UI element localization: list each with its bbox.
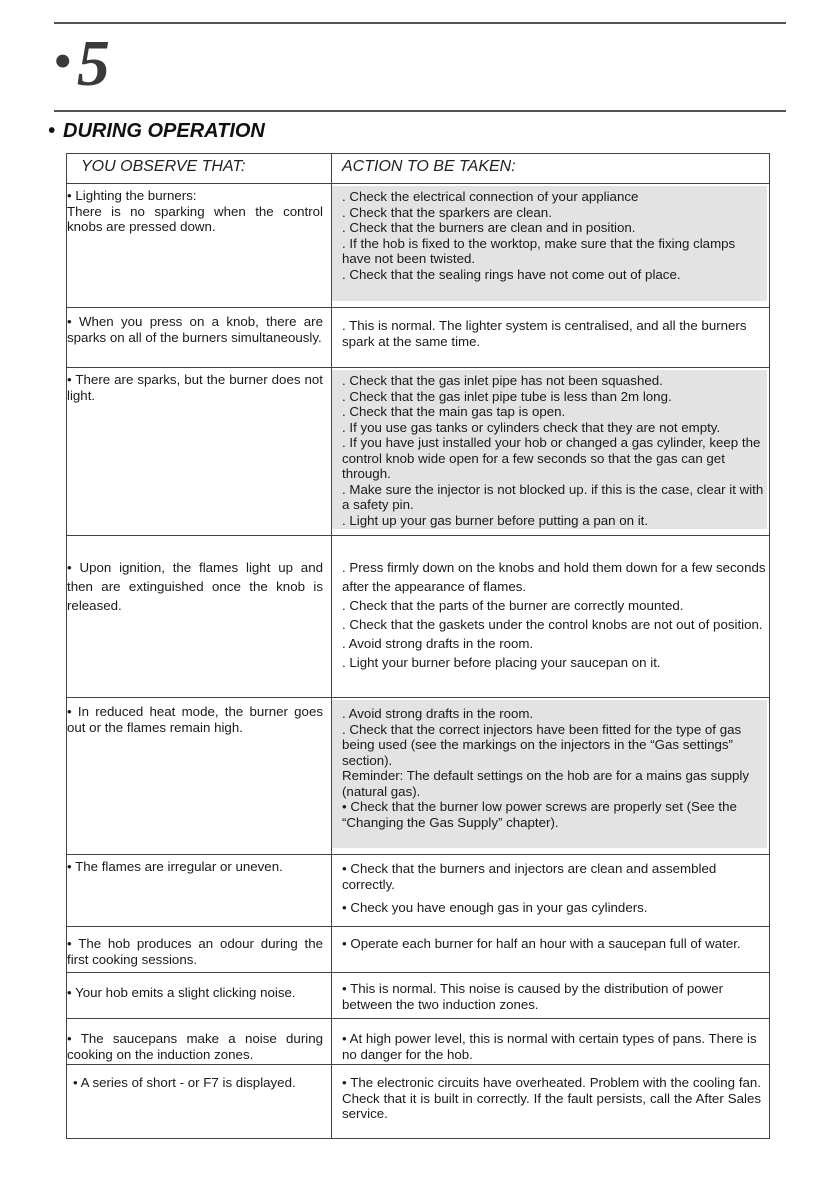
observe-cell (67, 368, 332, 535)
observe-cell (67, 1065, 332, 1138)
action-line: . Check that the burners are clean and in position. (342, 220, 636, 235)
observe-line: • Lighting the burners: (67, 188, 197, 203)
table-row (67, 1019, 769, 1065)
action-line: . If the hob is fixed to the worktop, make sure that the fixing clamps have not been twisted. (342, 235, 736, 266)
action-line: . Check that the main gas tap is open. (342, 404, 566, 419)
action-line: • Check that the burners and injectors are clean and assembled correctly. (342, 861, 717, 892)
action-line: . This is normal. The lighter system is centralised, and all the burners spark at the same time. (342, 318, 747, 349)
troubleshooting-table (66, 153, 770, 1139)
observe-cell (67, 973, 332, 1018)
action-line: . Check that the gaskets under the control knobs are not out of position. (342, 617, 763, 632)
observe-line: • The saucepans make a noise during cooking on the induction zones. (67, 1031, 323, 1062)
action-line: Reminder: The default settings on the hob are for a mains gas supply (natural gas). (342, 768, 750, 799)
action-line: . Check the electrical connection of your appliance (342, 189, 639, 204)
table-row (67, 855, 769, 927)
action-line: . Light up your gas burner before putting a pan on it. (342, 512, 649, 528)
chapter-number-text: 5 (76, 27, 110, 100)
table-row (67, 308, 769, 368)
action-line: . Check that the gas inlet pipe tube is less than 2m long. (342, 388, 672, 404)
action-line: • Check that the burner low power screws are properly set (See the “Changing the Gas Supply” chapter). (342, 799, 737, 830)
action-line: . Light your burner before placing your saucepan on it. (342, 655, 661, 670)
observe-line: • In reduced heat mode, the burner goes out or the flames remain high. (67, 704, 323, 735)
observe-cell (67, 698, 332, 854)
action-line: . Make sure the injector is not blocked up. if this is the case, clear it with a safety pin. (342, 481, 764, 512)
observe-line: • When you press on a knob, there are sparks on all of the burners simultaneously. (67, 314, 323, 345)
action-line: . If you use gas tanks or cylinders check that they are not empty. (342, 419, 721, 435)
observe-cell (67, 1019, 332, 1064)
action-cell (332, 370, 767, 529)
observe-line: • A series of short - or F7 is displayed. (73, 1075, 296, 1090)
table-row (67, 1065, 769, 1138)
action-cell (332, 855, 769, 926)
observe-line: • The hob produces an odour during the first cooking sessions. (67, 936, 323, 967)
observe-cell (67, 536, 332, 697)
action-line: . Check that the sparkers are clean. (342, 204, 552, 220)
chapter-number (54, 24, 110, 102)
table-row (67, 927, 769, 973)
table-row (67, 698, 769, 855)
action-cell (332, 700, 767, 848)
action-line: . Avoid strong drafts in the room. (342, 636, 534, 651)
top-rule (54, 22, 786, 24)
action-line: • The electronic circuits have overheated. Problem with the cooling fan. Check that it is built in correctly. If the fault persists, call the After Sales service. (342, 1075, 761, 1121)
table-header (67, 154, 769, 184)
section-bullet: • (48, 120, 56, 142)
action-cell (332, 186, 767, 301)
action-line: • Check you have enough gas in your gas cylinders. (342, 900, 648, 915)
action-line: . Check that the parts of the burner are correctly mounted. (342, 598, 684, 613)
observe-line: • The flames are irregular or uneven. (67, 859, 283, 874)
action-cell (332, 308, 769, 367)
section-title-text: DURING OPERATION (63, 120, 265, 142)
action-line: • Operate each burner for half an hour with a saucepan full of water. (342, 936, 741, 951)
action-line: . Avoid strong drafts in the room. (342, 706, 534, 721)
action-line: . Check that the gas inlet pipe has not been squashed. (342, 373, 663, 388)
observe-cell (67, 184, 332, 307)
section-title (48, 120, 265, 143)
action-line: . Press firmly down on the knobs and hold them down for a few seconds after the appearance of flames. (342, 560, 766, 594)
table-row (67, 184, 769, 308)
observe-line: There is no sparking when the control knobs are pressed down. (67, 203, 323, 234)
action-cell (332, 973, 769, 1018)
action-line: . If you have just installed your hob or changed a gas cylinder, keep the control knob wide open for a few seconds so that the gas can get through. (342, 435, 761, 481)
action-line: . Check that the correct injectors have been fitted for the type of gas being used (see the markings on the injectors in the “Gas settings” section). (342, 721, 742, 768)
action-cell (332, 1019, 769, 1064)
section-rule (54, 110, 786, 112)
observe-line: • There are sparks, but the burner does not light. (67, 372, 323, 403)
action-line: . Check that the sealing rings have not come out of place. (342, 266, 681, 282)
action-line: • This is normal. This noise is caused by the distribution of power between the two induction zones. (342, 981, 724, 1012)
observe-line: • Your hob emits a slight clicking noise. (67, 985, 296, 1000)
observe-cell (67, 927, 332, 972)
action-header: ACTION TO BE TAKEN: (342, 158, 516, 175)
table-row (67, 973, 769, 1019)
observe-line: • Upon ignition, the flames light up and then are extinguished once the knob is released. (67, 560, 323, 613)
table-row (67, 536, 769, 698)
action-cell (332, 927, 769, 972)
action-line: • At high power level, this is normal with certain types of pans. There is no danger for the hob. (342, 1031, 757, 1062)
observe-cell (67, 308, 332, 367)
observe-cell (67, 855, 332, 926)
action-cell (332, 1065, 769, 1138)
observe-header: YOU OBSERVE THAT: (67, 154, 332, 183)
chapter-bullet: • (54, 35, 71, 88)
action-cell (332, 536, 769, 697)
table-row (67, 368, 769, 536)
